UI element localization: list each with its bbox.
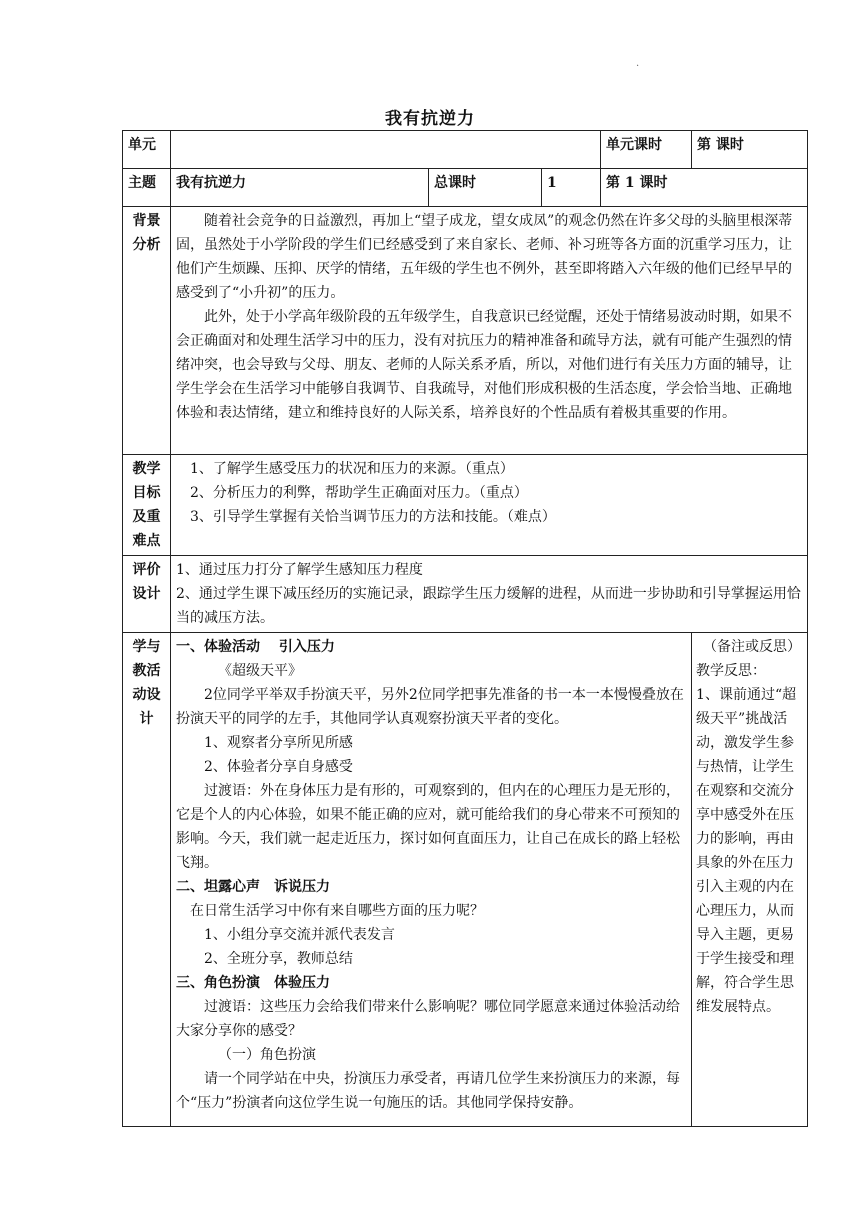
section-1-heading: 一、体验活动 引入压力 xyxy=(176,639,335,655)
evaluation-label: 评价设计 xyxy=(123,556,171,633)
section-3-subheading: （一）角色扮演 xyxy=(218,1047,316,1063)
reflection-label: 教学反思： xyxy=(696,663,767,679)
reflection-header: （备注或反思） xyxy=(703,639,802,655)
section-2-heading: 二、坦露心声 诉说压力 xyxy=(176,879,330,895)
theme-value: 我有抗逆力 xyxy=(171,169,429,207)
evaluation-item: 1、通过压力打分了解学生感知压力程度 xyxy=(176,562,423,578)
reflection-column xyxy=(692,633,808,1127)
section-3-heading: 三、角色扮演 体验压力 xyxy=(176,975,330,991)
section-2-step: 2、全班分享，教师总结 xyxy=(204,951,353,967)
goal-item: 2、分析压力的利弊，帮助学生正确面对压力。（重点） xyxy=(190,485,528,501)
lesson-number: 第 1 课时 xyxy=(601,169,808,207)
theme-row xyxy=(123,169,808,207)
section-2-question: 在日常生活学习中你有来自哪些方面的压力呢？ xyxy=(190,903,484,919)
section-3-description: 请一个同学站在中央，扮演压力承受者，再请几位学生来扮演压力的来源，每个“压力”扮演者向这位学生说一句施压的话。其他同学保持安静。 xyxy=(176,1071,680,1111)
background-paragraph-2: 此外，处于小学高年级阶段的五年级学生，自我意识已经觉醒，还处于情绪易波动时期，如果不会正确面对和处理生活学习中的压力，没有对抗压力的精神准备和疏导方法，就有可能产生强烈的情绪冲突，也会导致与父母、朋友、老师的人际关系矛盾，所以，对他们进行有关压力方面的辅导，让学生学会在生活学习中能够自我调节、自我疏导，对他们形成积极的生活态度，学会恰当地、正确地体验和表达情绪，建立和维持良好的人际关系，培养良好的个性品质有着极其重要的作用。 xyxy=(176,309,792,421)
theme-label: 主题 xyxy=(123,169,171,207)
goal-item: 1、了解学生感受压力的状况和压力的来源。（重点） xyxy=(190,461,514,477)
evaluation-row xyxy=(123,556,808,633)
activities-content xyxy=(171,633,692,1127)
goal-item: 3、引导学生掌握有关恰当调节压力的方法和技能。（难点） xyxy=(190,509,556,525)
section-1-game: 《超级天平》 xyxy=(218,663,302,679)
background-label: 背景分析 xyxy=(123,207,171,455)
goals-row xyxy=(123,455,808,556)
activities-label: 学与教活动设计 xyxy=(123,633,171,1127)
background-row xyxy=(123,207,808,455)
section-3-transition: 过渡语：这些压力会给我们带来什么影响呢？哪位同学愿意来通过体验活动给大家分享你的感受？ xyxy=(176,999,680,1039)
goals-content xyxy=(171,455,808,556)
goals-label: 教学目标及重难点 xyxy=(123,455,171,556)
activities-row xyxy=(123,633,808,1127)
reflection-text: 1、课前通过“超级天平”挑战活动，激发学生参与热情，让学生在观察和交流分享中感受外在压力的影响，再由具象的外在压力引入主观的内在心理压力，从而导入主题，更易于学生接受和理解，符合学生思维发展特点。 xyxy=(696,687,797,1015)
background-paragraph-1: 随着社会竞争的日益激烈，再加上“望子成龙，望女成凤”的观念仍然在许多父母的头脑里根深蒂固，虽然处于小学阶段的学生们已经感受到了来自家长、老师、补习班等各方面的沉重学习压力，让他们产生烦躁、压抑、厌学的情绪，五年级的学生也不例外，甚至即将踏入六年级的他们已经早早的感受到了“小升初”的压力。 xyxy=(176,213,793,301)
section-1-transition: 过渡语：外在身体压力是有形的，可观察到的，但内在的心理压力是无形的，它是个人的内心体验，如果不能正确的应对，就可能给我们的身心带来不可预知的影响。今天，我们就一起走近压力，探讨如何直面压力，让自己在成长的路上轻松飞翔。 xyxy=(176,783,680,871)
background-content xyxy=(171,207,808,455)
unit-hours-label: 单元课时 xyxy=(601,131,692,169)
unit-value xyxy=(171,131,601,169)
total-hours-value: 1 xyxy=(542,169,601,207)
section-1-step: 2、体验者分享自身感受 xyxy=(204,759,353,775)
unit-row xyxy=(123,131,808,169)
unit-hours-value: 第 课时 xyxy=(692,131,808,169)
evaluation-content xyxy=(171,556,808,633)
document-title: 我有抗逆力 xyxy=(385,109,475,129)
section-1-step: 1、观察者分享所见所感 xyxy=(204,735,353,751)
section-2-step: 1、小组分享交流并派代表发言 xyxy=(204,927,395,943)
total-hours-label: 总课时 xyxy=(429,169,542,207)
section-1-description: 2位同学平举双手扮演天平，另外2位同学把事先准备的书一本一本慢慢叠放在扮演天平的同学的左手，其他同学认真观察扮演天平者的变化。 xyxy=(176,687,684,727)
lesson-plan-table xyxy=(122,130,808,1127)
unit-label: 单元 xyxy=(123,131,171,169)
page-mark: . xyxy=(636,58,640,69)
evaluation-item: 2、通过学生课下减压经历的实施记录，跟踪学生压力缓解的进程，从而进一步协助和引导掌握运用恰当的减压方法。 xyxy=(176,586,801,626)
